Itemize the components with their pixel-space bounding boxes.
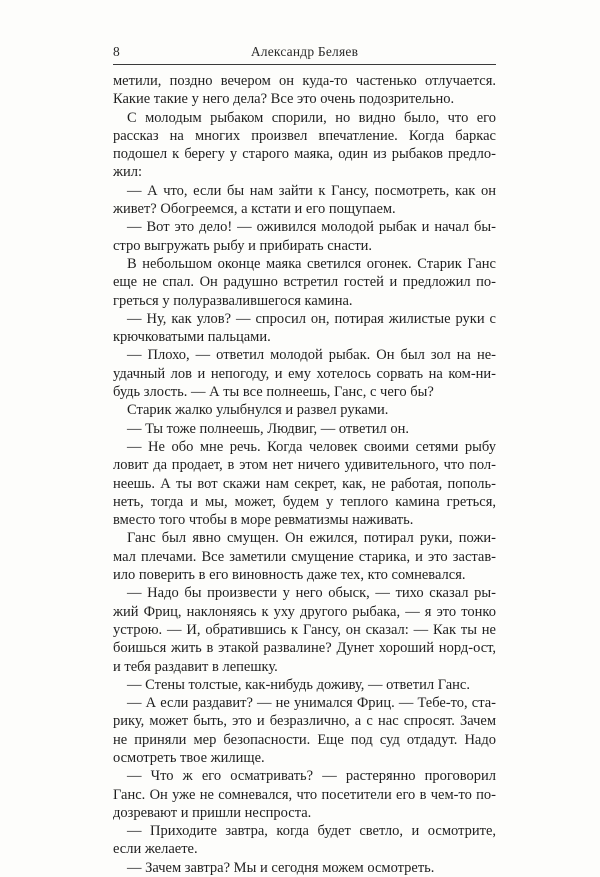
text-line: жил: [113,164,143,181]
text-line: боишься жить в этакой развалине? Дунет хороший норд-ост, [113,640,496,657]
text-line: осмотреть твое жилище. [113,749,265,766]
text-line: С молодым рыбаком спорили, но видно было, что его [127,109,496,126]
text-line: — Не обо мне речь. Когда человек своими сетями рыбу [127,438,496,455]
text-line: Какие такие у него дела? Все это очень подозрительно. [113,91,455,108]
text-line: и тебя раздавит в лепешку. [113,658,278,675]
text-line: — Стены толстые, как-нибудь доживу, — ответил Ганс. [127,676,470,693]
text-line: — Ну, как улов? — спросил он, потирая жилистые руки с [127,310,496,327]
text-line: мал плечами. Все заметили смущение старика, и это застав- [113,548,496,565]
text-line: крючковатыми пальцами. [113,329,271,346]
text-line: — Плохо, — ответил молодой рыбак. Он был зол на не- [127,347,496,364]
text-line: метили, поздно вечером он куда-то частенько отлучается. [113,73,496,89]
text-line: — Вот это дело! — оживился молодой рыбак и начал бы- [127,219,496,236]
text-line: рику, может быть, это и безразлично, а с нас спросят. Зачем [113,713,496,730]
text-line: дозревают и пришли неспроста. [113,804,312,821]
text-line: удачный лов и непогоду, и ему хотелось сорвать на ком-ни- [113,365,496,382]
text-line: рассказ на многих произвел впечатление. Когда баркас [113,127,496,144]
text-line: — А что, если бы нам зайти к Гансу, посмотреть, как он [127,182,496,199]
text-line: — Приходите завтра, когда будет светло, и осмотрите, [127,823,496,840]
text-line: живет? Обогреемся, а кстати и его пощупаем. [113,201,396,218]
text-line: ило поверить в его виновность даже тех, кто сомневался. [113,567,466,584]
text-line: неть, тогда и мы, может, будем у теплого камина греться, [113,493,496,510]
text-line: Старик жалко улыбнулся и развел руками. [127,402,389,419]
text-line: Ганс был явно смущен. Он ежился, потирал руки, пожи- [127,530,496,547]
text-line: если желаете. [113,841,198,858]
text-line: стро выгружать рыбу и прибирать снасти. [113,237,373,254]
text-line: подошел к берегу у старого маяка, один из рыбаков предло- [113,146,496,163]
text-line: — Ты тоже полнеешь, Людвиг, — ответил он. [127,420,410,437]
text-line: ловит да продает, в этом нет ничего удивительного, что пол- [113,457,496,474]
page-number: 8 [113,44,120,59]
text-line: не приняли мер безопасности. Еще под суд отдадут. Надо [113,731,496,748]
text-line: устрою. — И, обратившись к Гансу, он сказал: — Как ты не [113,621,496,638]
text-line: еще не спал. Он радушно встретил гостей и предложил по- [113,274,496,291]
running-header [113,40,496,64]
text-line: — Что ж его осматривать? — растерянно проговорил [127,768,496,785]
text-line: неешь. А ты вот скажи нам секрет, как, не работая, пополь- [113,475,496,492]
text-line: жий Фриц, наклоняясь к уху другого рыбака, — я это тонко [113,603,496,620]
text-line: вместо того чтобы в море ревматизмы наживать. [113,512,414,529]
text-line: — Зачем завтра? Мы и сегодня можем осмотреть. [127,859,435,876]
author-name: Александр Беляев [250,44,359,59]
text-line: В небольшом оконце маяка светился огонек. Старик Ганс [127,255,496,272]
text-line: греться у полуразвалившегося камина. [113,292,353,309]
text-line: — Надо бы произвести у него обыск, — тихо сказал ры- [127,585,496,602]
text-line: Ганс. Он уже не сомневался, что посетители его в чем-то по- [113,786,496,803]
header-rule [113,64,496,65]
body-text [113,72,496,877]
text-line: будь злость. — А ты все полнеешь, Ганс, с чего бы? [113,384,434,401]
text-line: — А если раздавит? — не унимался Фриц. — Тебе-то, ста- [127,695,496,712]
